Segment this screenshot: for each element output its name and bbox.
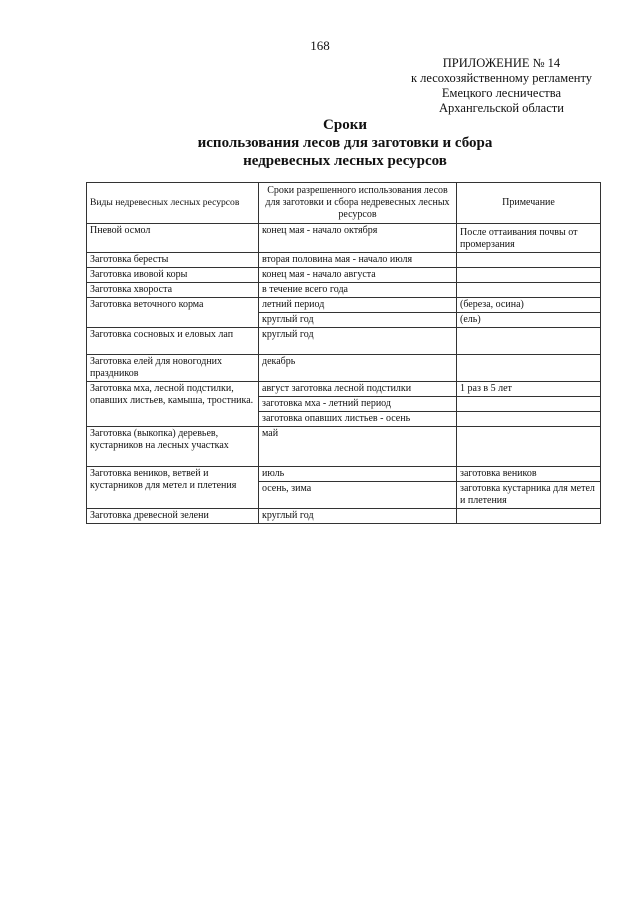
cell-note [457,412,601,427]
resources-table [86,182,601,524]
appendix-line: Архангельской области [439,101,564,115]
cell-resource: Заготовка бересты [87,253,259,268]
cell-period: июль [259,467,457,482]
cell-note: 1 раз в 5 лет [457,382,601,397]
cell-note: (ель) [457,313,601,328]
cell-period: круглый год [259,328,457,355]
table-row [87,268,601,283]
cell-note: заготовка кустарника для метел и плетения [457,482,601,509]
cell-resource: Заготовка ивовой коры [87,268,259,283]
cell-resource: Заготовка веточного корма [87,298,259,328]
cell-resource: Заготовка мха, лесной подстилки, опавших листьев, камыша, тростника. [87,382,259,427]
cell-resource: Заготовка древесной зелени [87,509,259,524]
table-row [87,427,601,467]
appendix-header [411,56,592,116]
cell-period: конец мая - начало августа [259,268,457,283]
table-header-row [87,183,601,224]
cell-period: декабрь [259,355,457,382]
table-row [87,224,601,253]
title-line: использования лесов для заготовки и сбора [197,135,493,151]
header-note: Примечание [457,183,601,224]
appendix-line: к лесохозяйственному регламенту [410,71,592,85]
page-number: 168 [310,38,330,53]
title-line: Сроки [323,117,367,133]
appendix-line: ПРИЛОЖЕНИЕ № 14 [442,56,561,70]
cell-resource: Заготовка (выкопка) деревьев, кустарников на лесных участках [87,427,259,467]
table-row [87,509,601,524]
cell-period: летний период [259,298,457,313]
table-row [87,355,601,382]
cell-period: заготовка мха - летний период [259,397,457,412]
cell-period: май [259,427,457,467]
cell-note [457,268,601,283]
cell-resource: Заготовка елей для новогодних праздников [87,355,259,382]
cell-note [457,427,601,467]
cell-note [457,355,601,382]
cell-resource: Заготовка веников, ветвей и кустарников для метел и плетения [87,467,259,509]
cell-note: заготовка веников [457,467,601,482]
cell-period: вторая половина мая - начало июля [259,253,457,268]
cell-resource: Заготовка сосновых и еловых лап [87,328,259,355]
table-row [87,283,601,298]
table-row [87,253,601,268]
cell-period: август заготовка лесной подстилки [259,382,457,397]
cell-period: круглый год [259,313,457,328]
cell-note: После оттаивания почвы от промерзания [457,224,601,253]
table-row [87,467,601,482]
cell-note [457,509,601,524]
table-row [87,298,601,313]
cell-period: заготовка опавших листьев - осень [259,412,457,427]
document-title [0,116,640,170]
cell-note: (береза, осина) [457,298,601,313]
cell-period: в течение всего года [259,283,457,298]
cell-note [457,253,601,268]
cell-period: конец мая - начало октября [259,224,457,253]
cell-resource: Пневой осмол [87,224,259,253]
cell-period: круглый год [259,509,457,524]
header-period: Сроки разрешенного использования лесов для заготовки и сбора недревесных лесных ресурсов [259,183,457,224]
table-row [87,382,601,397]
appendix-line: Емецкого лесничества [441,86,562,100]
cell-resource: Заготовка хвороста [87,283,259,298]
cell-note [457,397,601,412]
table-row [87,328,601,355]
cell-note [457,283,601,298]
cell-note [457,328,601,355]
title-line: недревесных лесных ресурсов [243,153,447,169]
header-resource-type: Виды недревесных лесных ресурсов [87,183,259,224]
cell-period: осень, зима [259,482,457,509]
